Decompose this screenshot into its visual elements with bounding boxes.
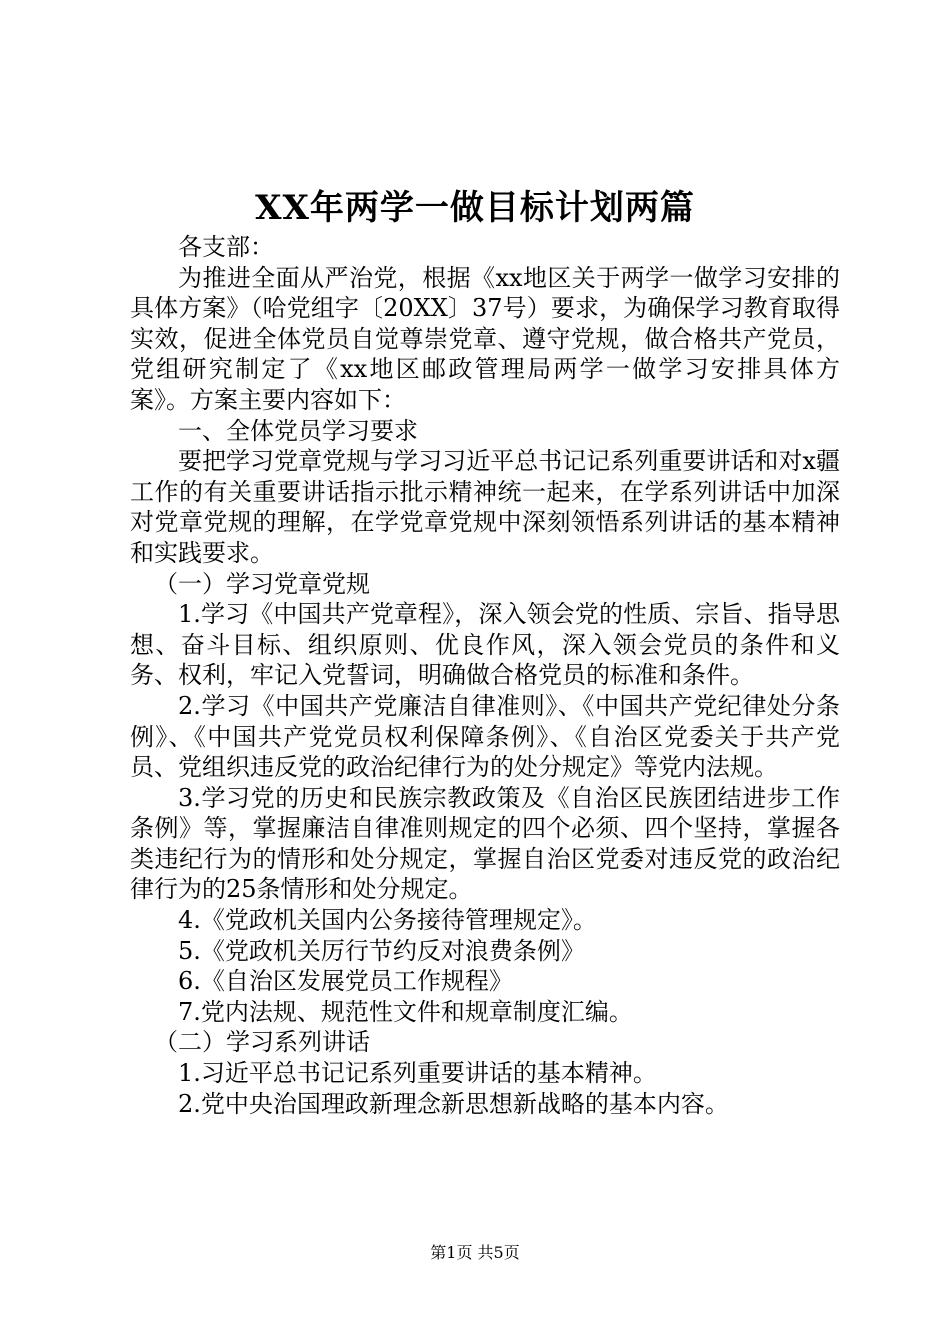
document-title: XX年两学一做目标计划两篇 [255,188,695,228]
section-heading-1: 一、全体党员学习要求 [178,416,418,445]
list-item: 2.学习《中国共产党廉洁自律准则》、《中国共产党纪律处分条例》、《中国共产党党员权利保障条例》、《自治区党委关于共产党员、党组织违反党的政治纪律行为的处分规定》等党内法规。 [130,691,840,782]
subsection-heading-1: （一）学习党章党规 [154,569,370,598]
section-1-paragraph: 要把学习党章党规与学习习近平总书记记系列重要讲话和对x疆工作的有关重要讲话指示批示精神统一起来，在学系列讲话中加深对党章党规的理解，在学党章党规中深刻领悟系列讲话的基本精神和实践要求。 [130,447,840,567]
salutation: 各支部： [178,233,274,261]
subsection-heading-2: （二）学习系列讲话 [154,1028,370,1057]
list-item: 4.《党政机关国内公务接待管理规定》。 [178,906,597,935]
document-body [130,232,840,1119]
list-item: 7.党内法规、规范性文件和规章制度汇编。 [178,997,633,1026]
list-item: 5.《党政机关厉行节约反对浪费条例》 [178,936,585,965]
list-item: 6.《自治区发展党员工作规程》 [178,967,513,996]
intro-paragraph: 为推进全面从严治党，根据《xx地区关于两学一做学习安排的具体方案》（哈党组字〔20XX〕37号）要求，为确保学习教育取得实效，促进全体党员自觉尊崇党章、遵守党规，做合格共产党员，党组研究制定了《xx地区邮政管理局两学一做学习安排具体方案》。方案主要内容如下： [130,263,840,414]
list-item: 1.学习《中国共产党章程》，深入领会党的性质、宗旨、指导思想、奋斗目标、组织原则、优良作风，深入领会党员的条件和义务、权利，牢记入党誓词，明确做合格党员的标准和条件。 [130,600,840,690]
page-footer: 第1页 共5页 [430,1243,520,1262]
list-item: 2.党中央治国理政新理念新思想新战略的基本内容。 [178,1089,729,1118]
list-item: 3.学习党的历史和民族宗教政策及《自治区民族团结进步工作条例》等，掌握廉洁自律准则规定的四个必须、四个坚持，掌握各类违纪行为的情形和处分规定，掌握自治区党委对违反党的政治纪律行为的25条情形和处分规定。 [130,783,840,904]
list-item: 1.习近平总书记记系列重要讲话的基本精神。 [178,1059,657,1088]
